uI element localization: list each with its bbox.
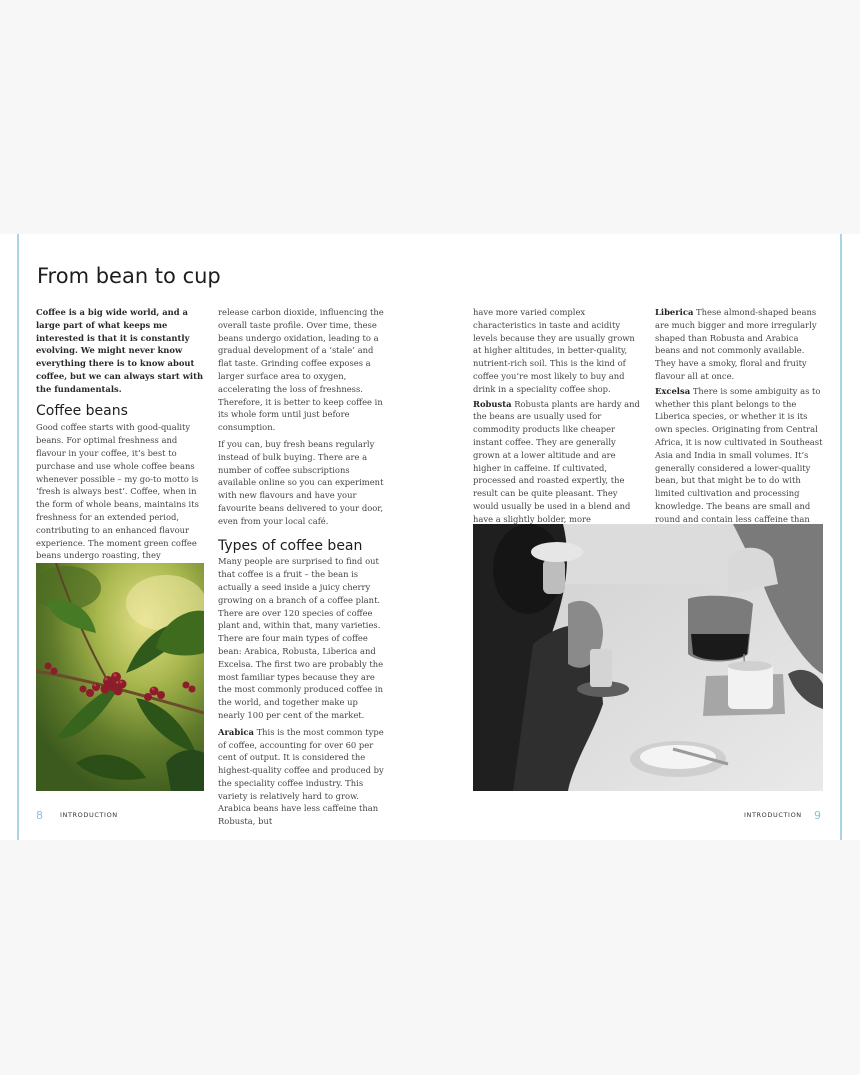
arabica-paragraph (218, 726, 386, 828)
types-heading: Types of coffee bean (218, 537, 363, 554)
excelsa-text: There is some ambiguity as to whether this plant belongs to the Liberica species, or whether it is its own species. Originating from Central Africa, it is now cultivated in Southeast Asia and India in small volumes. It’s generally considered a lower-quality bean, but that might be to do with limited cultivation and processing knowledge. The beans are small and round and contain less caffeine than (655, 385, 823, 524)
arabica-continued-paragraph: have more varied complex characteristics in taste and acidity levels because they are usually grown at higher altitudes, in better-quality, nutrient-rich soil. This is the kind of coffee you’re most likely to buy and drink in a speciality coffee shop. (473, 307, 635, 394)
book-spread (0, 234, 860, 840)
pour-over-image (473, 524, 823, 791)
liberica-paragraph (655, 306, 823, 383)
robusta-paragraph (473, 398, 641, 539)
right-column-1 (473, 306, 641, 538)
left-column-2 (218, 306, 386, 828)
excelsa-paragraph (655, 385, 823, 539)
freshness-paragraph: release carbon dioxide, influencing the overall taste profile. Over time, these beans undergo oxidation, leading to a gradual development of a ‘stale’ and flat taste. Grinding coffee exposes a larger surface area to oxygen, accelerating the loss of freshness. Therefore, it is better to keep coffee in its whole form until just before consumption. (218, 307, 384, 433)
buying-paragraph: If you can, buy fresh beans regularly instead of bulk buying. There are a number of coffee subscriptions available online so you can experiment with new flavours and have your favourite beans delivered to your door, even from your local café. (218, 438, 384, 526)
chapter-title: From bean to cup (37, 264, 221, 288)
arabica-text: This is the most common type of coffee, accounting for over 60 per cent of output. It is considered the highest-quality coffee and produced by the speciality coffee industry. This variety is relatively hard to grow. Arabica beans have less caffeine than Robusta, but (218, 726, 384, 827)
intro-paragraph: Coffee is a big wide world, and a large part of what keeps me interested is that it is constantly evolving. We might never know everything there is to know about coffee, but we can always start with the fundamentals. (36, 307, 204, 394)
right-column-2 (655, 306, 823, 538)
left-column-1 (36, 306, 204, 562)
excelsa-term: Excelsa (655, 385, 691, 396)
coffee-cherries-image (36, 563, 204, 791)
right-page-number: 9 (814, 809, 821, 822)
types-paragraph: Many people are surprised to find out that coffee is a fruit – the bean is actually a seed inside a juicy cherry growing on a branch of a coffee plant. There are over 120 species of coffee plant and, within that, many varieties. There are four main types of coffee bean: Arabica, Robusta, Liberica and Excelsa. The first two are probably the most familiar types because they are the most commonly produced coffee in the world, and together make up nearly 100 per cent of the market. (218, 556, 384, 720)
coffee-beans-paragraph: Good coffee starts with good-quality beans. For optimal freshness and flavour in your coffee, it’s best to purchase and use whole coffee beans whenever possible – my go-to motto is ‘fresh is always best’. Coffee, when in the form of whole beans, maintains its freshness for an extended period, contributing to an enhanced flavour experience. The moment green coffee beans undergo roasting, they (36, 422, 199, 561)
right-page-edge (840, 234, 842, 840)
robusta-term: Robusta (473, 398, 512, 409)
coffee-pouring-photo (473, 524, 823, 791)
coffee-plant-photo (36, 563, 204, 791)
right-running-head: INTRODUCTION (744, 811, 802, 819)
robusta-text: Robusta plants are hardy and the beans are usually used for commodity products like cheaper instant coffee. They are generally grown at a lower altitude and are higher in caffeine. If cultivated, processed and roasted expertly, the result can be quite pleasant. They would usually be used in a blend and have a slightly bolder, more (473, 398, 640, 524)
coffee-beans-heading: Coffee beans (36, 402, 128, 419)
left-running-head: INTRODUCTION (60, 811, 118, 819)
arabica-term: Arabica (218, 726, 254, 737)
liberica-text: These almond-shaped beans are much bigger and more irregularly shaped than Robusta and Arabica beans and not commonly available. They have a smoky, floral and fruity flavour all at once. (655, 307, 817, 381)
left-page-number: 8 (36, 809, 43, 822)
left-page-edge (17, 234, 19, 840)
liberica-term: Liberica (655, 307, 694, 317)
